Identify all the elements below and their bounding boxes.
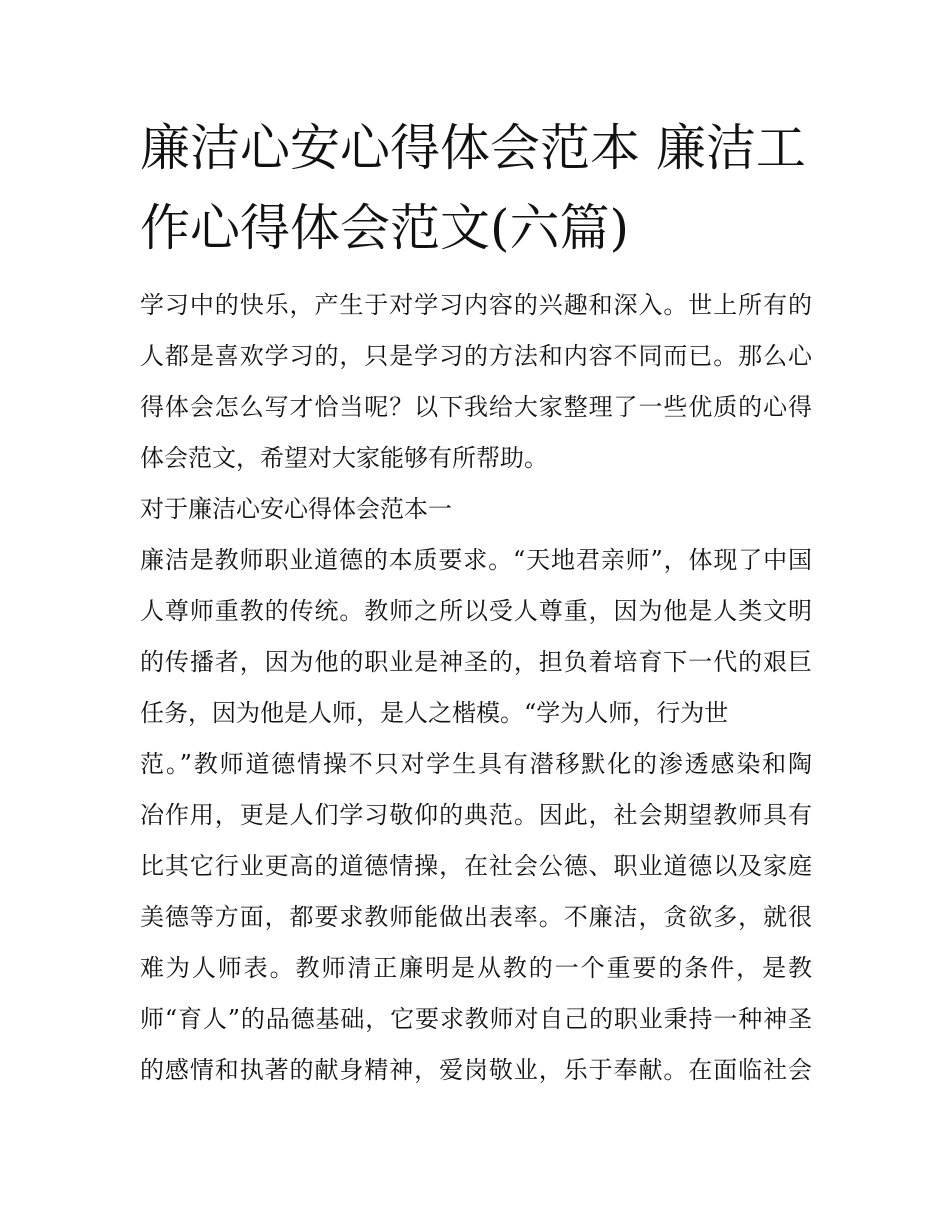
body-line: 的传播者，因为他的职业是神圣的，担负着培育下一代的艰巨 — [140, 648, 812, 676]
title-line: 作心得体会范文(六篇) — [140, 199, 630, 257]
document-page — [140, 108, 812, 1096]
body-line: 难为人师表。教师清正廉明是从教的一个重要的条件，是教 — [140, 954, 812, 982]
body-line: 任务，因为他是人师，是人之楷模。“学为人师，行为世 — [140, 699, 729, 727]
body-line: 范。”教师道德情操不只对学生具有潜移默化的渗透感染和陶 — [140, 750, 812, 778]
body-line: 体会范文，希望对大家能够有所帮助。 — [140, 444, 548, 472]
section-heading: 对于廉洁心安心得体会范本一 — [140, 495, 452, 523]
body-line: 比其它行业更高的道德情操，在社会公德、职业道德以及家庭 — [140, 852, 812, 880]
body-line: 师“育人”的品德基础，它要求教师对自己的职业秉持一种神圣 — [140, 1005, 812, 1033]
body-line: 得体会怎么写才恰当呢？以下我给大家整理了一些优质的心得 — [140, 393, 812, 421]
body-line: 美德等方面，都要求教师能做出表率。不廉洁，贪欲多，就很 — [140, 903, 812, 931]
body-line: 人尊师重教的传统。教师之所以受人尊重，因为他是人类文明 — [140, 597, 812, 625]
body-line: 冶作用，更是人们学习敬仰的典范。因此，社会期望教师具有 — [140, 801, 812, 829]
body-line: 廉洁是教师职业道德的本质要求。“天地君亲师”，体现了中国 — [140, 546, 812, 574]
document-body — [140, 280, 812, 1096]
document-title — [140, 108, 812, 268]
title-line: 廉洁心安心得体会范本 廉洁工 — [140, 119, 806, 177]
body-line: 人都是喜欢学习的，只是学习的方法和内容不同而已。那么心 — [140, 342, 812, 370]
body-line: 学习中的快乐，产生于对学习内容的兴趣和深入。世上所有的 — [140, 291, 812, 319]
body-line: 的感情和执著的献身精神，爱岗敬业，乐于奉献。在面临社会 — [140, 1056, 812, 1084]
